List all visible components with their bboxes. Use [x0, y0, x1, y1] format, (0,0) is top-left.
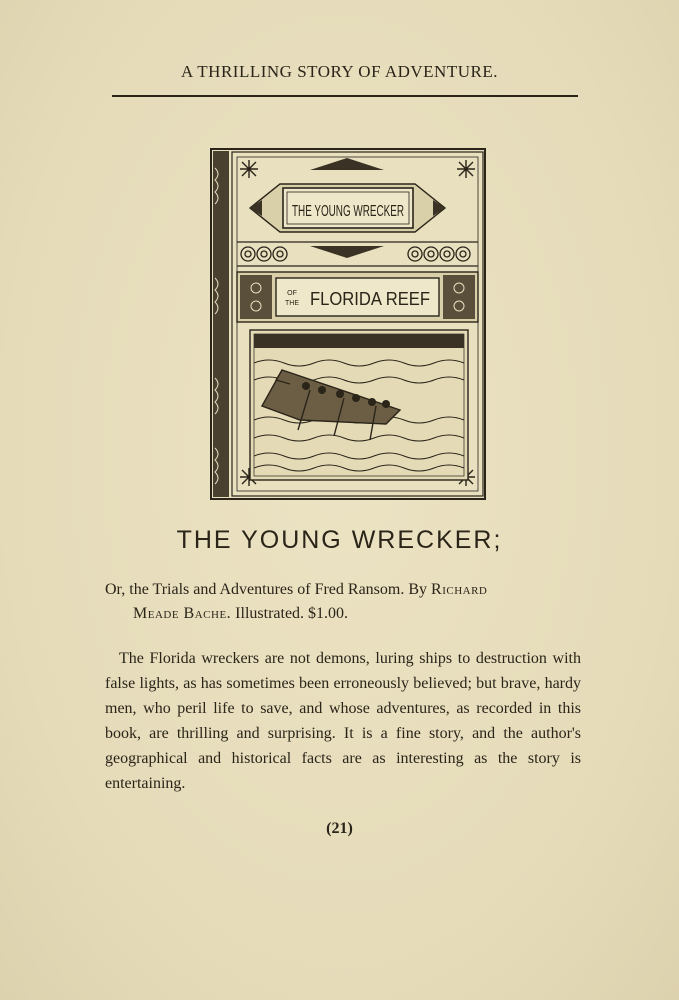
cover-the-label: THE: [285, 300, 299, 307]
subtitle-price: Illustrated. $1.00.: [231, 605, 349, 622]
header-rule: [112, 95, 578, 97]
cover-title-line1: THE YOUNG WRECKER: [292, 203, 404, 220]
book-title: THE YOUNG WRECKER;: [176, 526, 503, 554]
page-number: (21): [326, 820, 353, 837]
book-cover-illustration: [210, 148, 486, 500]
book-description: The Florida wreckers are not demons, luring ships to destruction with false lights, as has sometimes been erroneously believed; but brave, hardy men, who peril life to save, and whose adventures, as recorded in this book, are thrilling and surprising. It is a fine story, and the author's geographical and historical facts are as interesting as the story is entertaining.: [105, 650, 581, 792]
cover-of-label: OF: [287, 290, 297, 297]
author-name-part2: Meade Bache.: [133, 605, 232, 622]
author-name-part1: Richard: [431, 581, 488, 598]
running-head: A THRILLING STORY OF ADVENTURE.: [181, 62, 498, 81]
subtitle-line-1: [105, 578, 581, 602]
book-subtitle: [105, 578, 581, 626]
cover-title-line2: FLORIDA REEF: [310, 289, 430, 309]
subtitle-text: Or, the Trials and Adventures of Fred Ransom. By: [105, 581, 432, 598]
subtitle-line-2: [105, 602, 581, 626]
